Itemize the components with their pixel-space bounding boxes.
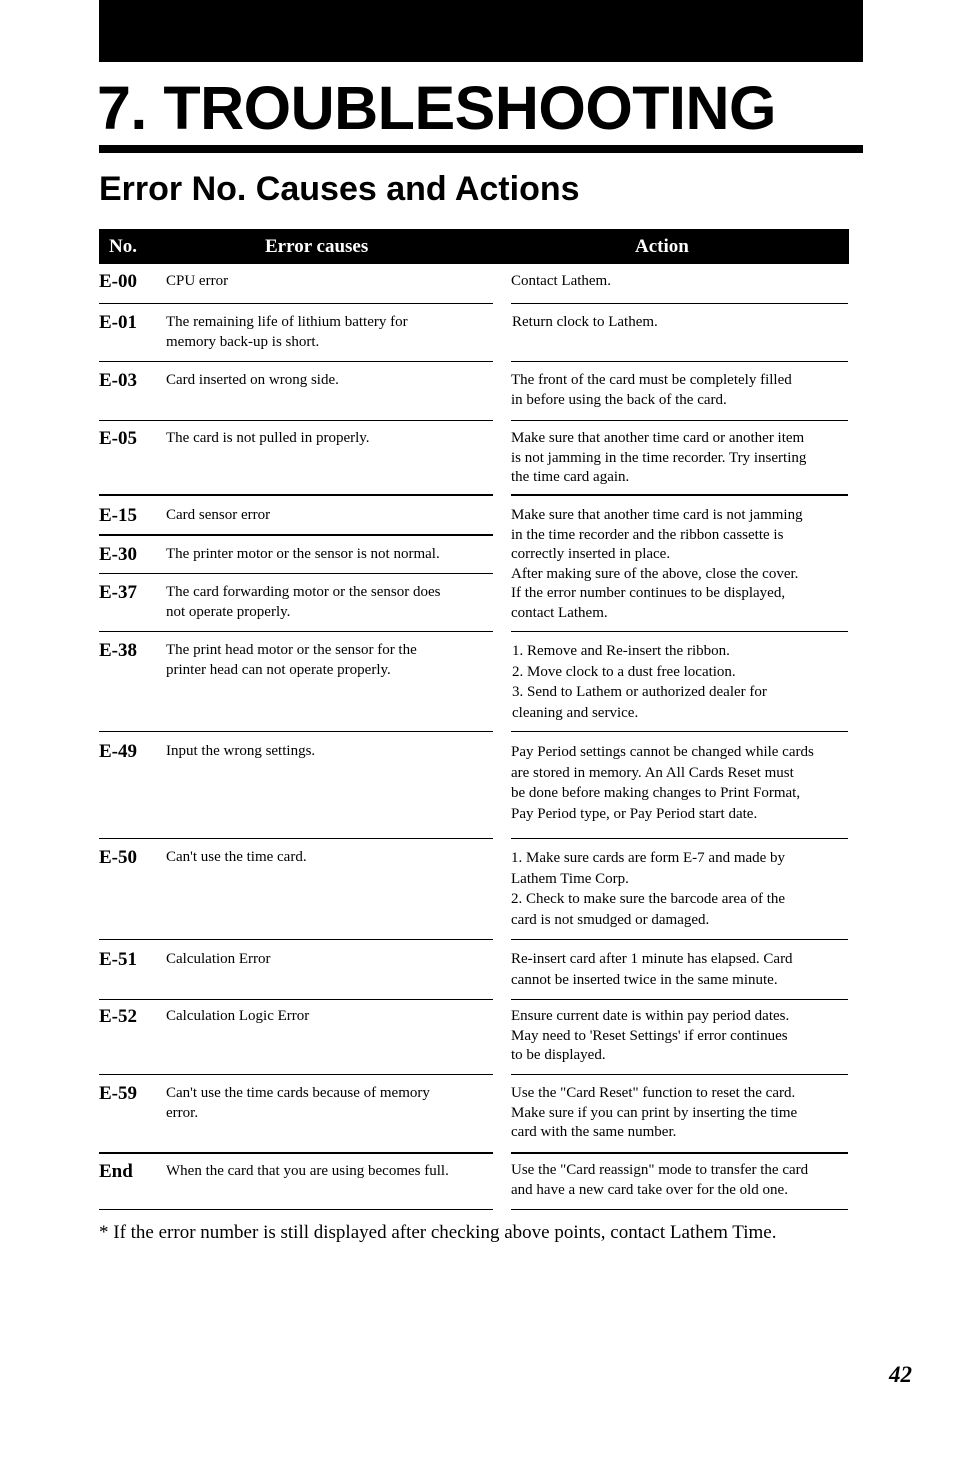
error-cause: When the card that you are using becomes full.	[166, 1163, 449, 1179]
error-action: Use the "Card reassign" mode to transfer the card and have a new card take over for the old one.	[511, 1162, 809, 1198]
row-divider	[99, 303, 493, 304]
row-divider	[511, 999, 848, 1000]
row-divider	[99, 534, 493, 536]
table-header	[99, 229, 849, 264]
error-code: E-00	[99, 271, 137, 292]
row-divider	[511, 420, 848, 421]
row-divider	[511, 838, 848, 839]
error-cause: The printer motor or the sensor is not normal.	[166, 546, 440, 562]
error-code: E-37	[99, 582, 137, 603]
error-action: Pay Period settings cannot be changed while cards are stored in memory. An All Cards Reset must be done before making changes to Print Format, Pay Period type, or Pay Period start date.	[511, 744, 814, 822]
error-action: Make sure that another time card or another item is not jamming in the time recorder. Try inserting the time card again.	[511, 430, 807, 485]
row-divider	[99, 731, 493, 732]
row-divider	[511, 1074, 848, 1075]
error-cause: Can't use the time cards because of memory error.	[166, 1085, 430, 1121]
error-code: End	[99, 1161, 133, 1182]
row-divider	[511, 1152, 848, 1154]
row-divider	[99, 631, 493, 632]
error-code: E-30	[99, 544, 137, 565]
row-divider	[99, 573, 493, 574]
error-action: Ensure current date is within pay period dates. May need to 'Reset Settings' if error continues to be displayed.	[511, 1008, 790, 1063]
page-number: 42	[889, 1362, 912, 1387]
error-code: E-05	[99, 428, 137, 449]
row-divider	[99, 1152, 493, 1154]
row-divider	[511, 631, 848, 632]
error-action: Re-insert card after 1 minute has elapsed. Card cannot be inserted twice in the same minute.	[511, 951, 793, 988]
header-error-causes: Error causes	[265, 236, 369, 257]
error-code: E-01	[99, 312, 137, 333]
error-code: E-52	[99, 1006, 137, 1027]
error-cause: Calculation Error	[166, 951, 271, 967]
row-divider	[99, 939, 493, 940]
row-divider	[511, 731, 848, 732]
error-code: E-59	[99, 1083, 137, 1104]
section-title: 7. TROUBLESHOOTING	[97, 74, 776, 142]
row-divider	[99, 838, 493, 839]
error-code: E-15	[99, 505, 137, 526]
row-divider	[99, 1209, 493, 1210]
header-bar	[99, 0, 863, 62]
error-action: 1. Remove and Re-insert the ribbon. 2. Move clock to a dust free location. 3. Send to Lathem or authorized dealer for cleaning and service.	[512, 643, 767, 721]
row-divider	[511, 939, 848, 940]
error-action: Use the "Card Reset" function to reset the card. Make sure if you can print by inserting the time card with the same number.	[511, 1085, 798, 1140]
row-divider	[99, 420, 493, 421]
error-action-shared: Make sure that another time card is not jamming in the time recorder and the ribbon cassette is correctly inserted in place. After making sure of the above, close the cover. If the error number continues to be displayed, contact Lathem.	[511, 507, 803, 621]
error-cause: Card sensor error	[166, 507, 271, 523]
row-divider	[99, 999, 493, 1000]
error-code: E-03	[99, 370, 137, 391]
row-divider	[511, 303, 848, 304]
row-divider	[511, 1209, 848, 1210]
error-cause: The remaining life of lithium battery for memory back-up is short.	[166, 314, 408, 350]
error-code: E-51	[99, 949, 137, 970]
error-action: 1. Make sure cards are form E-7 and made by Lathem Time Corp. 2. Check to make sure the barcode area of the card is not smudged or damaged.	[511, 850, 786, 928]
footnote: * If the error number is still displayed after checking above points, contact Lathem Time.	[99, 1222, 777, 1243]
error-cause: Can't use the time card.	[166, 849, 307, 865]
error-cause: Card inserted on wrong side.	[166, 372, 339, 388]
header-action: Action	[635, 236, 689, 257]
error-code: E-38	[99, 640, 137, 661]
error-cause: CPU error	[166, 273, 229, 289]
error-action: Contact Lathem.	[511, 273, 611, 289]
row-divider	[511, 361, 848, 362]
error-cause: The card is not pulled in properly.	[166, 430, 370, 446]
error-code: E-50	[99, 847, 137, 868]
error-cause: Calculation Logic Error	[166, 1008, 310, 1024]
header-no: No.	[109, 236, 137, 257]
error-code: E-49	[99, 741, 137, 762]
row-divider	[511, 494, 848, 496]
error-cause: Input the wrong settings.	[166, 743, 316, 759]
title-rule	[99, 145, 863, 153]
error-cause: The card forwarding motor or the sensor does not operate properly.	[166, 584, 441, 620]
row-divider	[99, 1074, 493, 1075]
page-subtitle: Error No. Causes and Actions	[99, 170, 580, 208]
error-action: Return clock to Lathem.	[512, 314, 658, 330]
error-cause: The print head motor or the sensor for the printer head can not operate properly.	[166, 642, 417, 678]
error-action: The front of the card must be completely filled in before using the back of the card.	[511, 372, 792, 408]
row-divider	[99, 494, 493, 496]
row-divider	[99, 361, 493, 362]
